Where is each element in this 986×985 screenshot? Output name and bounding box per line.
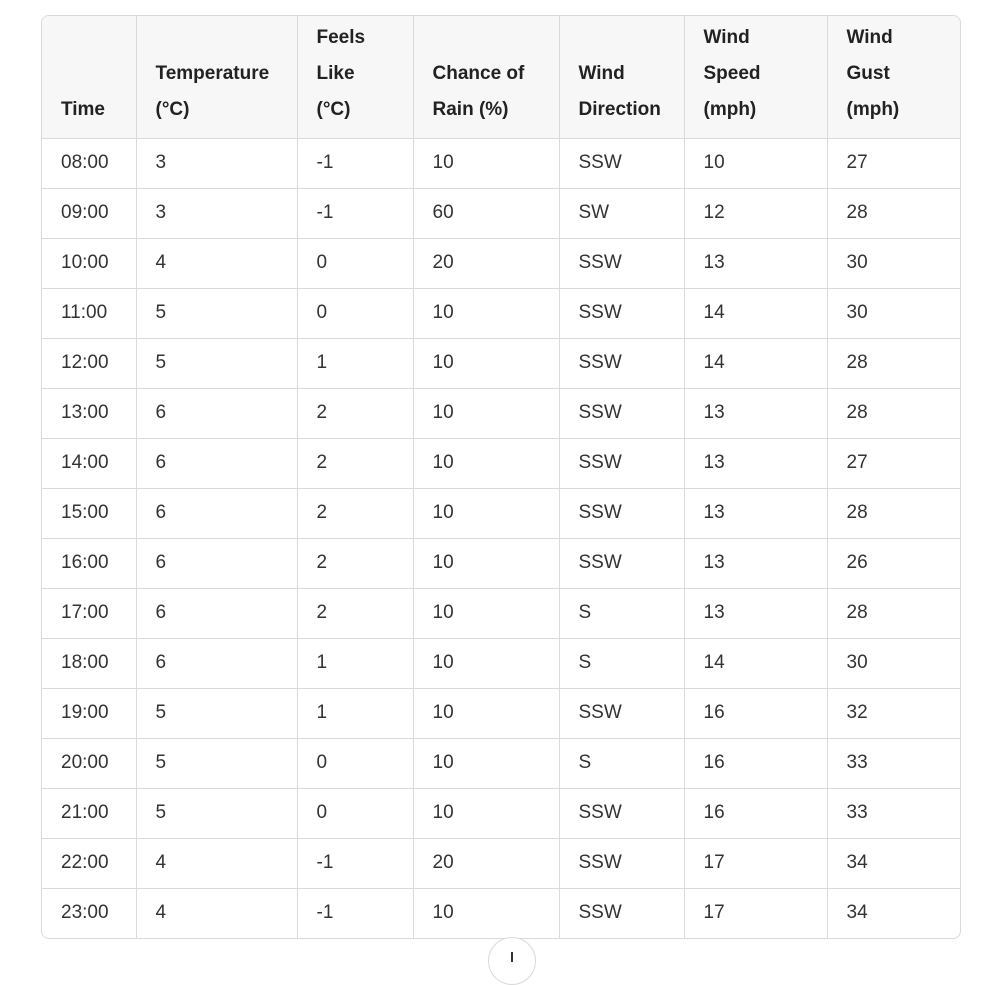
table-cell: 3 — [136, 138, 297, 188]
column-header-line: (mph) — [703, 98, 757, 120]
table-cell: SSW — [559, 538, 684, 588]
table-row — [42, 438, 961, 488]
table-cell: 14 — [684, 638, 827, 688]
column-header-line: Temperature — [155, 62, 270, 84]
table-cell: 10 — [413, 688, 559, 738]
table-cell: 2 — [297, 588, 413, 638]
column-header — [297, 16, 413, 138]
hourly-weather-table — [42, 16, 961, 938]
column-header-line: Direction — [578, 98, 661, 120]
column-header-line: Chance of — [432, 62, 525, 84]
table-row — [42, 288, 961, 338]
table-cell: 28 — [827, 488, 961, 538]
table-cell: 11:00 — [42, 288, 136, 338]
column-header — [42, 16, 136, 138]
scroll-down-button[interactable] — [488, 937, 536, 985]
table-cell: 10 — [413, 288, 559, 338]
column-header — [827, 16, 961, 138]
column-header-line: Feels — [316, 26, 366, 48]
column-header-line: Speed — [703, 62, 761, 84]
table-cell: 30 — [827, 238, 961, 288]
table-cell: 1 — [297, 638, 413, 688]
table-cell: 13 — [684, 388, 827, 438]
table-cell: 13 — [684, 538, 827, 588]
table-cell: SSW — [559, 438, 684, 488]
table-cell: 10 — [413, 738, 559, 788]
table-cell: 27 — [827, 138, 961, 188]
table-row — [42, 338, 961, 388]
table-row — [42, 838, 961, 888]
table-row — [42, 788, 961, 838]
table-cell: 33 — [827, 738, 961, 788]
table-cell: 5 — [136, 688, 297, 738]
table-cell: S — [559, 638, 684, 688]
table-cell: 10 — [413, 138, 559, 188]
table-cell: -1 — [297, 188, 413, 238]
table-cell: 1 — [297, 338, 413, 388]
table-cell: 20:00 — [42, 738, 136, 788]
table-cell: 13 — [684, 238, 827, 288]
column-header-line: Gust — [846, 62, 890, 84]
table-cell: -1 — [297, 888, 413, 938]
table-cell: 10 — [413, 588, 559, 638]
column-header-line: (°C) — [155, 98, 190, 120]
table-cell: 0 — [297, 288, 413, 338]
table-cell: 0 — [297, 788, 413, 838]
table-cell: 2 — [297, 388, 413, 438]
table-row — [42, 688, 961, 738]
table-cell: 10 — [413, 488, 559, 538]
table-cell: 0 — [297, 238, 413, 288]
table-cell: SSW — [559, 488, 684, 538]
table-cell: 10 — [413, 638, 559, 688]
table-cell: 27 — [827, 438, 961, 488]
column-header-line: Like — [316, 62, 355, 84]
table-cell: 18:00 — [42, 638, 136, 688]
table-cell: 14:00 — [42, 438, 136, 488]
table-cell: SSW — [559, 338, 684, 388]
table-body — [42, 138, 961, 938]
column-header — [413, 16, 559, 138]
table-cell: 2 — [297, 488, 413, 538]
table-cell: SSW — [559, 688, 684, 738]
table-cell: -1 — [297, 838, 413, 888]
table-cell: 17 — [684, 888, 827, 938]
column-header — [136, 16, 297, 138]
table-cell: 4 — [136, 888, 297, 938]
table-cell: S — [559, 588, 684, 638]
table-cell: 14 — [684, 288, 827, 338]
table-cell: SSW — [559, 788, 684, 838]
table-cell: 5 — [136, 338, 297, 388]
table-cell: SSW — [559, 888, 684, 938]
table-row — [42, 538, 961, 588]
table-cell: 2 — [297, 438, 413, 488]
table-cell: 6 — [136, 388, 297, 438]
table-cell: 34 — [827, 838, 961, 888]
table-cell: 20 — [413, 238, 559, 288]
table-cell: 28 — [827, 388, 961, 438]
table-row — [42, 638, 961, 688]
table-row — [42, 738, 961, 788]
table-cell: SSW — [559, 288, 684, 338]
table-cell: 10 — [413, 438, 559, 488]
table-header — [42, 16, 961, 138]
column-header — [684, 16, 827, 138]
table-cell: 15:00 — [42, 488, 136, 538]
table-cell: 30 — [827, 638, 961, 688]
table-cell: 28 — [827, 338, 961, 388]
table-cell: 20 — [413, 838, 559, 888]
table-cell: 10 — [413, 388, 559, 438]
table-cell: 13:00 — [42, 388, 136, 438]
table-row — [42, 488, 961, 538]
table-row — [42, 188, 961, 238]
table-cell: 5 — [136, 788, 297, 838]
table-cell: 5 — [136, 738, 297, 788]
table-cell: 10 — [413, 538, 559, 588]
arrow-down-icon — [511, 952, 513, 962]
table-cell: 6 — [136, 588, 297, 638]
table-row — [42, 888, 961, 938]
table-cell: 5 — [136, 288, 297, 338]
table-cell: 10 — [413, 788, 559, 838]
table-cell: 14 — [684, 338, 827, 388]
table-cell: 1 — [297, 688, 413, 738]
table-cell: SW — [559, 188, 684, 238]
table-cell: 16:00 — [42, 538, 136, 588]
table-cell: SSW — [559, 838, 684, 888]
table-cell: 6 — [136, 638, 297, 688]
header-row — [42, 16, 961, 138]
table-cell: S — [559, 738, 684, 788]
column-header-line: (°C) — [316, 98, 351, 120]
table-cell: 17 — [684, 838, 827, 888]
table-cell: 08:00 — [42, 138, 136, 188]
column-header-line: Rain (%) — [432, 98, 509, 120]
table-cell: 23:00 — [42, 888, 136, 938]
table-cell: 3 — [136, 188, 297, 238]
table-cell: 12 — [684, 188, 827, 238]
table-cell: 10:00 — [42, 238, 136, 288]
table-cell: SSW — [559, 238, 684, 288]
table-row — [42, 388, 961, 438]
column-header-line: Wind — [846, 26, 893, 48]
table-cell: 28 — [827, 588, 961, 638]
table-cell: 16 — [684, 788, 827, 838]
table-cell: 13 — [684, 588, 827, 638]
table-cell: 30 — [827, 288, 961, 338]
table-cell: 32 — [827, 688, 961, 738]
weather-table-container — [41, 15, 961, 939]
table-cell: 10 — [413, 888, 559, 938]
table-cell: 4 — [136, 838, 297, 888]
column-header-line: (mph) — [846, 98, 900, 120]
table-cell: 2 — [297, 538, 413, 588]
table-cell: 09:00 — [42, 188, 136, 238]
table-cell: 60 — [413, 188, 559, 238]
table-cell: 6 — [136, 438, 297, 488]
table-cell: SSW — [559, 138, 684, 188]
table-cell: 6 — [136, 488, 297, 538]
table-row — [42, 238, 961, 288]
table-cell: 13 — [684, 488, 827, 538]
table-cell: 0 — [297, 738, 413, 788]
table-cell: 26 — [827, 538, 961, 588]
table-cell: -1 — [297, 138, 413, 188]
table-cell: 16 — [684, 688, 827, 738]
table-cell: 13 — [684, 438, 827, 488]
column-header-line: Wind — [703, 26, 750, 48]
table-cell: 4 — [136, 238, 297, 288]
table-row — [42, 588, 961, 638]
table-cell: 33 — [827, 788, 961, 838]
table-cell: SSW — [559, 388, 684, 438]
column-header — [559, 16, 684, 138]
table-cell: 17:00 — [42, 588, 136, 638]
table-cell: 28 — [827, 188, 961, 238]
table-row — [42, 138, 961, 188]
table-cell: 21:00 — [42, 788, 136, 838]
column-header-line: Wind — [578, 62, 625, 84]
table-cell: 16 — [684, 738, 827, 788]
column-header-line: Time — [61, 98, 106, 120]
table-cell: 19:00 — [42, 688, 136, 738]
table-cell: 10 — [684, 138, 827, 188]
table-cell: 12:00 — [42, 338, 136, 388]
table-cell: 6 — [136, 538, 297, 588]
table-cell: 22:00 — [42, 838, 136, 888]
table-cell: 10 — [413, 338, 559, 388]
table-cell: 34 — [846, 902, 868, 924]
